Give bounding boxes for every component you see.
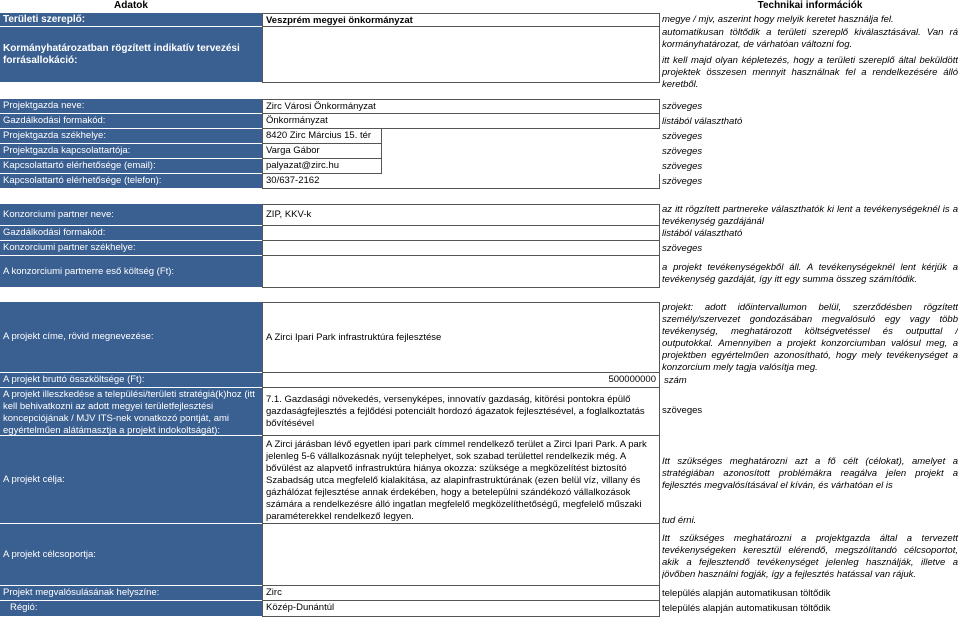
info-konzorcium-formakod: listából választható <box>662 228 743 239</box>
info-telefon: szöveges <box>662 176 703 187</box>
info-projekt-celja-b: tud érni. <box>662 515 697 526</box>
value-projekt-cime[interactable]: A Zirci Ipari Park infrastruktúra fejlesztése <box>262 302 660 373</box>
info-projekt-cime: projekt: adott időintervallumon belül, szerződésben rögzített személy/szervezet gondozásában megvalósuló egy vagy több tevékenység, meghatározott költségvetéssel és outputtal / outputokkal. Amennyiben a projekt konzorciumban valósul meg, a projektben egyértelműen azonosítható, hogy mely tevékenységet a konzorcium mely tagja valósítja meg. <box>662 302 958 373</box>
label-konzorcium-szekhely: Konzorciumi partner székhelye: <box>0 241 262 256</box>
label-strategia: A projekt illeszkedése a települési/területi stratégiá(k)hoz (itt kell behivatkozni az adott megyei területfejlesztési koncepciójának / MJV ITS-nek vonatkozó pontját, ami egyértelműen alátámasztja a projekt indokoltságát): <box>0 388 262 436</box>
label-email: Kapcsolattartó elérhetősége (email): <box>0 159 262 174</box>
info-email: szöveges <box>662 161 703 172</box>
value-telefon[interactable]: 30/637-2162 <box>262 174 660 189</box>
info-teruleti-szereplo: megye / mjv, aszerint hogy melyik keretet használja fel. <box>662 14 894 25</box>
label-helyszin: Projekt megvalósulásának helyszíne: <box>0 586 262 601</box>
value-projekt-celja[interactable]: A Zirci járásban lévő egyetlen ipari park címmel rendelkező terület a Zirci Ipari Park. A park jelenleg 5-6 vállalkozásnak nyújt telephelyet, sok szabad területtel rendelkezik még. A bővülést az alapvető infrastruktúra hiánya okozza: szüksége a megközelítést biztosító Szabadság utca megfelelő kialakítása, az alapinfrastruktúrának (ezen belül víz, villany és gázhálózat fejlesztése annak érdekében, hogy a betelepülni szándékozó vállalkozások számára a rendelkezésre álló ingatlan megfelelő megközelíthetőségű, megfelelő műszaki paraméterekkel rendelkező legyen. <box>262 436 660 524</box>
label-telefon: Kapcsolattartó elérhetősége (telefon): <box>0 174 262 189</box>
label-konzorcium-neve: Konzorciumi partner neve: <box>0 204 262 226</box>
value-email[interactable]: palyazat@zirc.hu <box>262 159 382 174</box>
info-strategia: szöveges <box>662 405 703 416</box>
info-celcsoport: Itt szükséges meghatározni a projektgazda által a tervezett tevékenységeken keresztül elérendő, megszólítandó célcsoportot, akik a fejlesztendő tevékenységet jelenleg használják, illetve a jövőben használni fogják, így a fejlesztés hatással van rájuk. <box>662 533 958 580</box>
label-projekt-celja: A projekt célja: <box>0 436 262 524</box>
label-celcsoport: A projekt célcsoportja: <box>0 524 262 586</box>
label-konzorcium-formakod: Gazdálkodási formakód: <box>0 226 262 241</box>
label-projektgazda-szekhely: Projektgazda székhelye: <box>0 129 262 144</box>
value-helyszin[interactable]: Zirc <box>262 586 660 601</box>
info-regio: település alapján automatikusan töltődik <box>662 603 831 614</box>
info-konzorcium-neve: az itt rögzített partnereke választhatók ki lent a tevékenységeknél is a tevékenység gazdájánál <box>662 204 958 227</box>
info-projektgazda-szekhely: szöveges <box>662 131 703 142</box>
info-helyszin: település alapján automatikusan töltődik <box>662 588 831 599</box>
info-osszkoltseg: szám <box>664 375 687 386</box>
label-osszkoltseg: A projekt bruttó összköltsége (Ft): <box>0 373 262 388</box>
label-teruleti-szereplo: Területi szereplő: <box>0 13 262 27</box>
value-strategia[interactable]: 7.1. Gazdasági növekedés, versenyképes, innovatív gazdaság, kitörési pontokra épülő gazdaságfejlesztés a fejlődési potenciált hordozó ágazatok fejlesztésével, a foglalkoztatás bővítésével <box>262 388 660 436</box>
column-header-adatok: Adatok <box>114 0 148 11</box>
value-teruleti-szereplo[interactable]: Veszprém megyei önkormányzat <box>262 13 660 27</box>
value-konzorcium-koltseg[interactable] <box>262 256 660 288</box>
label-projekt-cime: A projekt címe, rövid megnevezése: <box>0 302 262 373</box>
label-forrasallokacio: Kormányhatározatban rögzített indikatív tervezési forrásallokáció: <box>0 27 262 83</box>
value-konzorcium-szekhely[interactable] <box>262 241 660 256</box>
info-forrasallokacio-a: automatikusan töltődik a területi szereplő kiválasztásával. Van rá kormányhatározat, de várhatóan változni fog. <box>662 27 958 50</box>
value-celcsoport[interactable] <box>262 524 660 586</box>
label-regio: Régió: <box>0 601 262 617</box>
value-projektgazda-formakod[interactable]: Önkormányzat <box>262 114 660 129</box>
info-projektgazda-neve: szöveges <box>662 101 703 112</box>
value-regio[interactable]: Közép-Dunántúl <box>262 601 660 617</box>
label-konzorcium-koltseg: A konzorciumi partnerre eső költség (Ft): <box>0 256 262 288</box>
info-konzorcium-szekhely: szöveges <box>662 243 703 254</box>
info-projektgazda-formakod: listából választható <box>662 116 743 127</box>
value-kapcsolattarto[interactable]: Varga Gábor <box>262 144 382 159</box>
value-konzorcium-neve[interactable]: ZIP, KKV-k <box>262 204 660 226</box>
value-forrasallokacio[interactable] <box>262 27 660 83</box>
info-forrasallokacio-b: itt kell majd olyan képletezés, hogy a területi szereplő által beküldött projektek összesen mennyit használnak fel a rendelkezésére álló keretből. <box>662 55 958 90</box>
info-kapcsolattarto: szöveges <box>662 146 703 157</box>
info-projekt-celja-a: Itt szükséges meghatározni azt a fő célt (célokat), amelyet a stratégiában azonosított problémákra reagálva jelen projekt a fejlesztés megvalósításával el kíván, és várhatóan el is <box>662 456 958 491</box>
value-projektgazda-szekhely[interactable]: 8420 Zirc Március 15. tér <box>262 129 382 144</box>
label-projektgazda-neve: Projektgazda neve: <box>0 99 262 114</box>
value-konzorcium-formakod[interactable] <box>262 226 660 241</box>
label-kapcsolattarto: Projektgazda kapcsolattartója: <box>0 144 262 159</box>
column-header-technikai: Technikai információk <box>757 0 863 11</box>
info-konzorcium-koltseg: a projekt tevékenységekből áll. A tevékenységeknél lent kérjük a tevékenység gazdáját, így itt egy summa összeg számítódik. <box>662 262 958 285</box>
value-projektgazda-neve[interactable]: Zirc Városi Önkormányzat <box>262 99 660 114</box>
label-projektgazda-formakod: Gazdálkodási formakód: <box>0 114 262 129</box>
value-osszkoltseg[interactable]: 500000000 <box>262 373 660 388</box>
